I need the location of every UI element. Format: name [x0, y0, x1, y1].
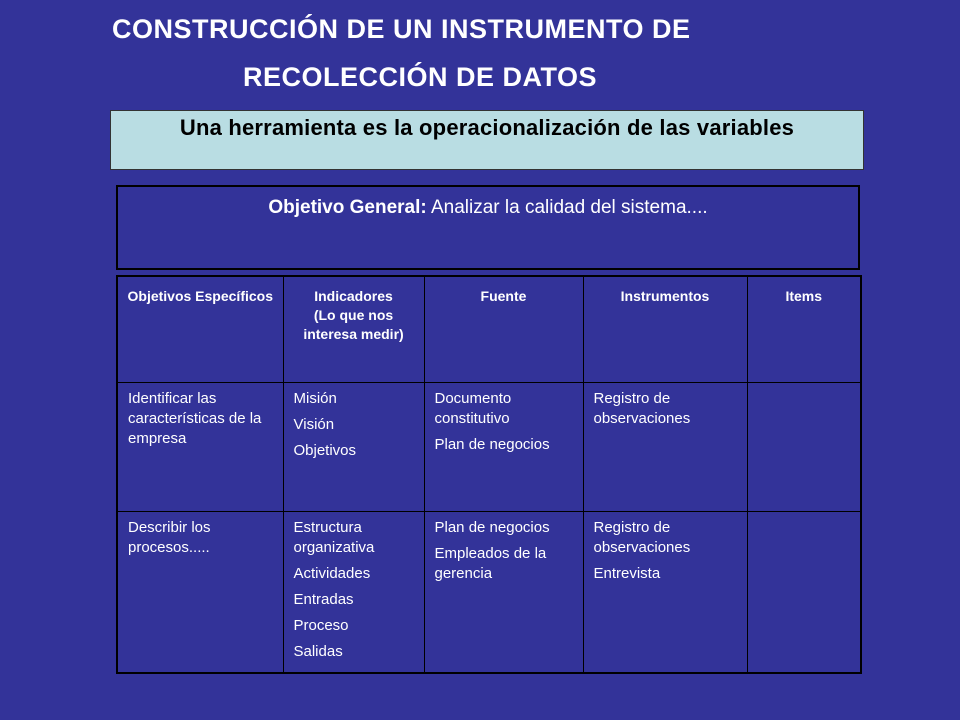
- header-objetivos: Objetivos Específicos: [117, 276, 283, 382]
- cell-indicadores: [283, 511, 424, 673]
- operationalization-table: [116, 275, 862, 674]
- source-item: Plan de negocios: [434, 518, 550, 536]
- instrument-item: Registro de observaciones: [593, 389, 691, 427]
- cell-fuente: [424, 511, 583, 673]
- general-objective-label: Objetivo General:: [268, 197, 427, 218]
- indicator-item: Entradas: [293, 590, 354, 608]
- header-indicadores-title: Indicadores: [314, 288, 393, 304]
- header-instrumentos: Instrumentos: [583, 276, 747, 382]
- header-items: Items: [747, 276, 861, 382]
- indicator-item: Misión: [293, 389, 337, 407]
- indicator-item: Salidas: [293, 642, 343, 660]
- cell-items: [747, 511, 861, 673]
- cell-fuente: [424, 382, 583, 511]
- source-item: Documento constitutivo: [434, 389, 512, 427]
- title-line-1: CONSTRUCCIÓN DE UN INSTRUMENTO DE: [112, 14, 691, 44]
- cell-objetivo: Identificar las características de la empresa: [117, 382, 283, 511]
- general-objective-box: [116, 185, 860, 270]
- indicator-item: Objetivos: [293, 441, 357, 459]
- cell-instrumentos: [583, 382, 747, 511]
- source-item: Plan de negocios: [434, 435, 550, 453]
- table-row: [117, 511, 861, 673]
- table-row: [117, 382, 861, 511]
- general-objective-text: Analizar la calidad del sistema....: [426, 197, 708, 218]
- indicator-item: Actividades: [293, 564, 371, 582]
- cell-instrumentos: [583, 511, 747, 673]
- indicator-item: Proceso: [293, 616, 349, 634]
- subtitle-box: [110, 110, 864, 170]
- cell-items: [747, 382, 861, 511]
- indicator-item: Estructura organizativa: [293, 518, 375, 556]
- instrument-item: Entrevista: [593, 564, 661, 582]
- subtitle-text: Una herramienta es la operacionalización de las variables: [179, 115, 795, 140]
- table-header-row: [117, 276, 861, 382]
- header-indicadores-sub: (Lo que nos interesa medir): [303, 307, 404, 342]
- cell-indicadores: [283, 382, 424, 511]
- indicator-item: Visión: [293, 415, 335, 433]
- cell-objetivo: Describir los procesos.....: [117, 511, 283, 673]
- header-indicadores: [283, 276, 424, 382]
- source-item: Empleados de la gerencia: [434, 544, 547, 582]
- instrument-item: Registro de observaciones: [593, 518, 691, 556]
- title-line-2: RECOLECCIÓN DE DATOS: [243, 62, 598, 92]
- header-fuente: Fuente: [424, 276, 583, 382]
